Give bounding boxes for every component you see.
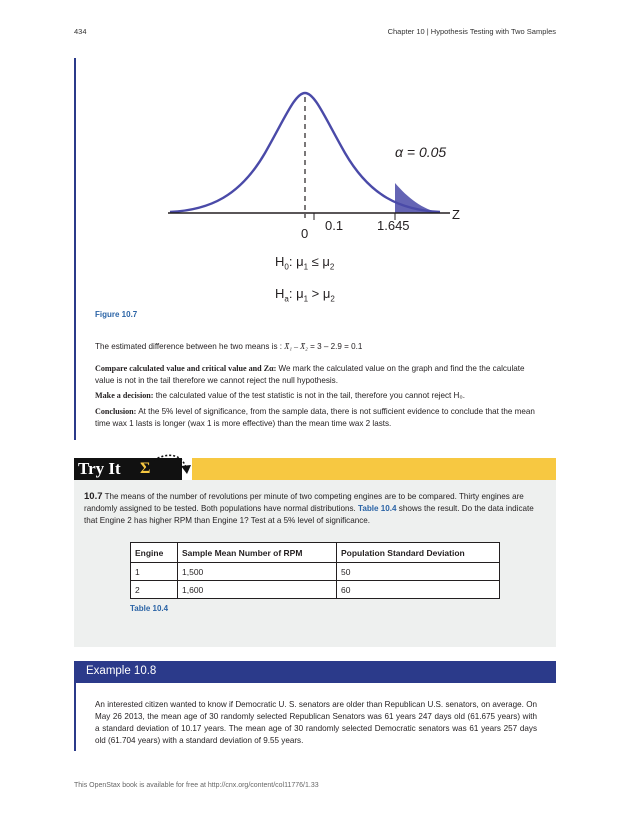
dotted-arrow-icon xyxy=(150,452,195,480)
table-header-cell: Sample Mean Number of RPM xyxy=(178,543,337,563)
estimated-formula: X̄₁ – X̄₂ xyxy=(284,342,308,351)
decision-label: Make a decision: xyxy=(95,391,154,400)
problem-number: 10.7 xyxy=(84,491,103,502)
example-left-rule-2 xyxy=(74,683,76,751)
alternative-hypothesis: $H_a$: $\mu_1 > \mu_2$ xyxy=(275,286,335,304)
example-title: Example 10.8 xyxy=(86,665,157,677)
page-number: 434 xyxy=(74,27,87,36)
table-header-cell: Population Standard Deviation xyxy=(337,543,500,563)
decision-paragraph: Make a decision: the calculated value of the test statistic is not in the tail, therefore you cannot reject H₀. xyxy=(95,391,465,400)
table-row xyxy=(131,563,500,581)
figure-caption: Figure 10.7 xyxy=(95,310,138,319)
axis-z-label: Z xyxy=(452,207,460,222)
table-row xyxy=(131,581,500,599)
tick-label-zero: 0 xyxy=(301,226,309,241)
table-cell: 1 xyxy=(131,563,178,581)
table-cell: 50 xyxy=(337,563,500,581)
table-cell: 1,500 xyxy=(178,563,337,581)
engine-rpm-table xyxy=(130,542,500,599)
example-left-rule xyxy=(74,58,76,440)
chapter-title: Chapter 10 | Hypothesis Testing with Two Samples xyxy=(387,27,556,36)
tick-label-critical: 1.645 xyxy=(377,218,410,233)
table-caption: Table 10.4 xyxy=(130,604,169,613)
try-it-problem: 10.7 The means of the number of revolutions per minute of two competing engines are to be compared. Thirty engines are randomly assigned to be tested. Both populations have normal distributions. Table 10.4 shows the result. Do the data indicate that Engine 2 has higher RPM than Engine 1? Test at a 5% level of significance. xyxy=(84,491,534,525)
conclusion-paragraph: Conclusion: At the 5% level of significance, from the sample data, there is not sufficient evidence to conclude that the mean time wax 1 lasts is longer (wax 1 is more effective) than the mean time wax 2 lasts. xyxy=(95,407,535,428)
table-reference-link[interactable]: Table 10.4 xyxy=(358,504,397,513)
tick-label-stat: 0.1 xyxy=(325,218,344,233)
table-cell: 60 xyxy=(337,581,500,599)
table-header-row xyxy=(131,543,500,563)
example-body: An interested citizen wanted to know if Democratic U. S. senators are older than Republican U.S. senators, on average. On May 26 2013, the mean age of 30 randomly selected Republican Senators was 61 years 247 days old (61.675 years) with a standard deviation of 10.17 years. The mean age of 30 randomly selected Democratic senators was 61 years 257 days old (61.704 years) with a standard deviation of 9.55 years. xyxy=(95,700,537,745)
sigma-icon: Σ xyxy=(140,460,151,477)
table-header-cell: Engine xyxy=(131,543,178,563)
alpha-label: α = 0.05 xyxy=(395,144,447,160)
table-cell: 1,600 xyxy=(178,581,337,599)
compare-paragraph: Compare calculated value and critical value and Zα: We mark the calculated value on the graph and find the the calculate value is not in the tail therefore we cannot reject the null hypothesis. xyxy=(95,364,525,385)
table-cell: 2 xyxy=(131,581,178,599)
estimated-difference: The estimated difference between he two means is : X̄₁ – X̄₂ = 3 – 2.9 = 0.1 xyxy=(95,342,363,351)
conclusion-label: Conclusion: xyxy=(95,407,137,416)
normal-curve-figure xyxy=(150,78,480,243)
compare-label: Compare calculated value and critical value and Zα: xyxy=(95,364,277,373)
null-hypothesis: $H_0$: $\mu_1 \le \mu_2$ xyxy=(275,254,335,272)
try-it-label: Try It xyxy=(78,459,121,478)
footer-note: This OpenStax book is available for free at http://cnx.org/content/col11776/1.33 xyxy=(74,782,319,789)
